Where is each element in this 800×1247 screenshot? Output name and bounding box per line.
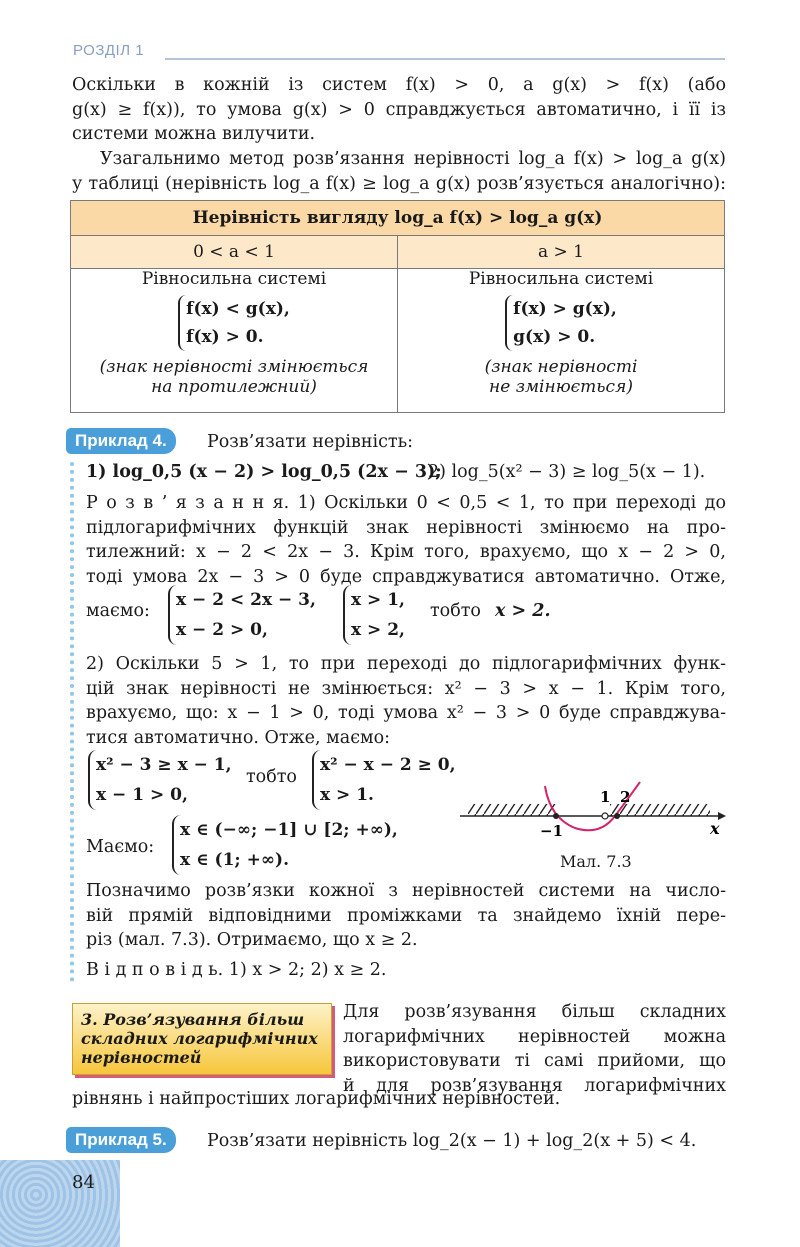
sol2-line5: Позначимо розв’язки кожної з нерівностей системи на число-	[86, 881, 726, 901]
example-5-task: Розв’язати нерівність log_2(x − 1) + log_2(x + 5) < 4.	[207, 1131, 697, 1151]
sol1-line2: підлогарифмічних функцій знак нерівності змінюємо на про-	[86, 517, 726, 538]
sol1-sysB-line2: x > 2,	[351, 620, 405, 640]
section-3-title-box	[72, 1003, 332, 1075]
figure-caption: Мал. 7.3	[560, 852, 632, 871]
sol2-sysB-line2: x > 1.	[320, 785, 374, 805]
col2-note1: (знак нерівності	[484, 357, 638, 377]
sol1-system-b	[343, 585, 405, 645]
col2-lead: Рівносильна системі	[468, 269, 654, 289]
sol2-sysA-line2: x − 1 > 0,	[96, 785, 188, 805]
hatch-left	[468, 804, 556, 816]
sol1-line4: тоді умова 2x − 3 > 0 буде справджуватися автоматично. Отже,	[86, 566, 726, 587]
col2-note2: не змінюється)	[489, 377, 633, 397]
sol2-sysB-line1: x² − x − 2 ≥ 0,	[320, 755, 456, 775]
sol1-result: x > 2.	[495, 601, 551, 621]
sol2-sysC-line2: x ∈ (1; +∞).	[180, 850, 289, 870]
inequality-table	[70, 200, 725, 413]
col1-note1: (знак нерівності змінюється	[99, 357, 369, 377]
col2-sys-line1: f(x) > g(x),	[513, 299, 617, 319]
section-3-title: 3. Розв’язування більш складних логарифмічних нерівностей	[81, 1010, 318, 1067]
sol1-sysB-line1: x > 1,	[351, 590, 405, 610]
table-col1-body	[71, 269, 398, 413]
sol1-sysA-line1: x − 2 < 2x − 3,	[176, 590, 316, 610]
solution-1-text	[86, 491, 726, 589]
label-x: x	[710, 819, 720, 838]
table-col1-header: 0 < a < 1	[71, 236, 398, 269]
sol1-line3: тилежний: x − 2 < 2x − 3. Крім того, врахуємо, що x − 2 > 0,	[86, 542, 726, 562]
example-4-badge: Приклад 4.	[66, 428, 176, 454]
point-2	[614, 813, 620, 819]
section-3-text	[343, 1000, 726, 1098]
table-col2-header: a > 1	[398, 236, 725, 269]
point-minus-1	[553, 813, 559, 819]
example-4-task: Розв’язати нерівність:	[207, 432, 414, 452]
col1-lead: Рівносильна системі	[141, 269, 327, 289]
example-4-item1: 1) log_0,5 (x − 2) > log_0,5 (2x − 3);	[86, 462, 442, 482]
sol2-line6: вій прямій відповідними проміжками та знайдемо їхній пере-	[86, 905, 726, 926]
section3-line5: рівнянь і найпростіших логарифмічних нерівностей.	[72, 1089, 561, 1109]
para2-line1: Узагальнимо метод розв’язання нерівності log_a f(x) > log_a g(x)	[100, 149, 726, 169]
page-number: 84	[72, 1172, 95, 1193]
solution-2-conclusion	[86, 879, 726, 953]
para1-line1: Оскільки в кожній із систем f(x) > 0, а g(x) > f(x) (або	[72, 75, 726, 95]
paragraph-1	[72, 73, 726, 147]
example-4-item2: 2) log_5(x² − 3) ≥ log_5(x − 1).	[428, 462, 706, 482]
sol1-line1: Р о з в ’ я з а н н я. 1) Оскільки 0 < 0,5 < 1, то при переході до	[86, 493, 726, 513]
sol2-line1: 2) Оскільки 5 > 1, то при переході до підлогарифмічних функ-	[86, 654, 726, 674]
sol1-sysA-line2: x − 2 > 0,	[176, 620, 268, 640]
sol1-have: маємо:	[86, 601, 150, 621]
example-dotted-margin	[70, 462, 78, 982]
example-5-badge: Приклад 5.	[66, 1127, 176, 1153]
sol2-system-c	[172, 815, 398, 875]
para1-line2: g(x) ≥ f(x)), то умова g(x) > 0 справджується автоматично, і її із	[72, 99, 726, 120]
sol2-thus: тобто	[246, 767, 297, 787]
sol2-sysC-line1: x ∈ (−∞; −1] ∪ [2; +∞),	[180, 820, 398, 840]
section3-line1: Для розв’язування більш складних	[343, 1002, 726, 1022]
sol2-line3: врахуємо, що: x − 1 > 0, тоді умова x² − 3 > 0 буде справджува-	[86, 703, 726, 723]
sol2-line7: різ (мал. 7.3). Отримаємо, що x ≥ 2.	[86, 930, 418, 950]
col2-sys-line2: g(x) > 0.	[513, 327, 596, 347]
sol2-system-a	[88, 750, 232, 810]
page-corner-decoration	[0, 1160, 120, 1247]
sol2-have: Маємо:	[86, 837, 155, 857]
section3-line3: використовувати ті самі прийоми, що	[343, 1051, 726, 1071]
solution-2-text	[86, 652, 726, 750]
col1-sys-line2: f(x) > 0.	[186, 327, 264, 347]
sol2-sysA-line1: x² − 3 ≥ x − 1,	[96, 755, 232, 775]
sol2-line2: цій знак нерівності не змінюється: x² − 3 > x − 1. Крім того,	[86, 678, 726, 699]
sol1-thus: тобто	[430, 601, 481, 621]
label-minus-1: −1	[540, 822, 564, 840]
answer-line: В і д п о в і д ь. 1) x > 2; 2) x ≥ 2.	[86, 960, 387, 980]
col1-note2: на протилежний)	[151, 377, 317, 397]
col1-sys-line1: f(x) < g(x),	[186, 299, 290, 319]
label-2: 2	[620, 788, 631, 806]
paragraph-2	[72, 147, 726, 196]
sol2-line4: тися автоматично. Отже, маємо:	[86, 727, 391, 748]
section3-line4: й для розв’язування логарифмічних	[343, 1075, 726, 1096]
section3-line2: логарифмічних нерівностей можна	[343, 1026, 726, 1047]
header-rule	[165, 58, 725, 60]
para2-line2: у таблиці (нерівність log_a f(x) ≥ log_a g(x) розв’язується аналогічно):	[72, 173, 726, 194]
point-1	[602, 813, 608, 819]
number-line-figure	[460, 778, 730, 848]
para1-line3: системи можна вилучити.	[72, 124, 316, 144]
col2-system	[505, 295, 617, 351]
label-1: 1	[600, 788, 611, 806]
table-col2-body	[398, 269, 725, 413]
table-title: Нерівність вигляду log_a f(x) > log_a g(x)	[71, 201, 725, 236]
section-header: РОЗДІЛ 1	[73, 42, 145, 59]
sol2-system-b	[312, 750, 456, 810]
col1-system	[178, 295, 290, 351]
sol1-system-a	[168, 585, 316, 645]
